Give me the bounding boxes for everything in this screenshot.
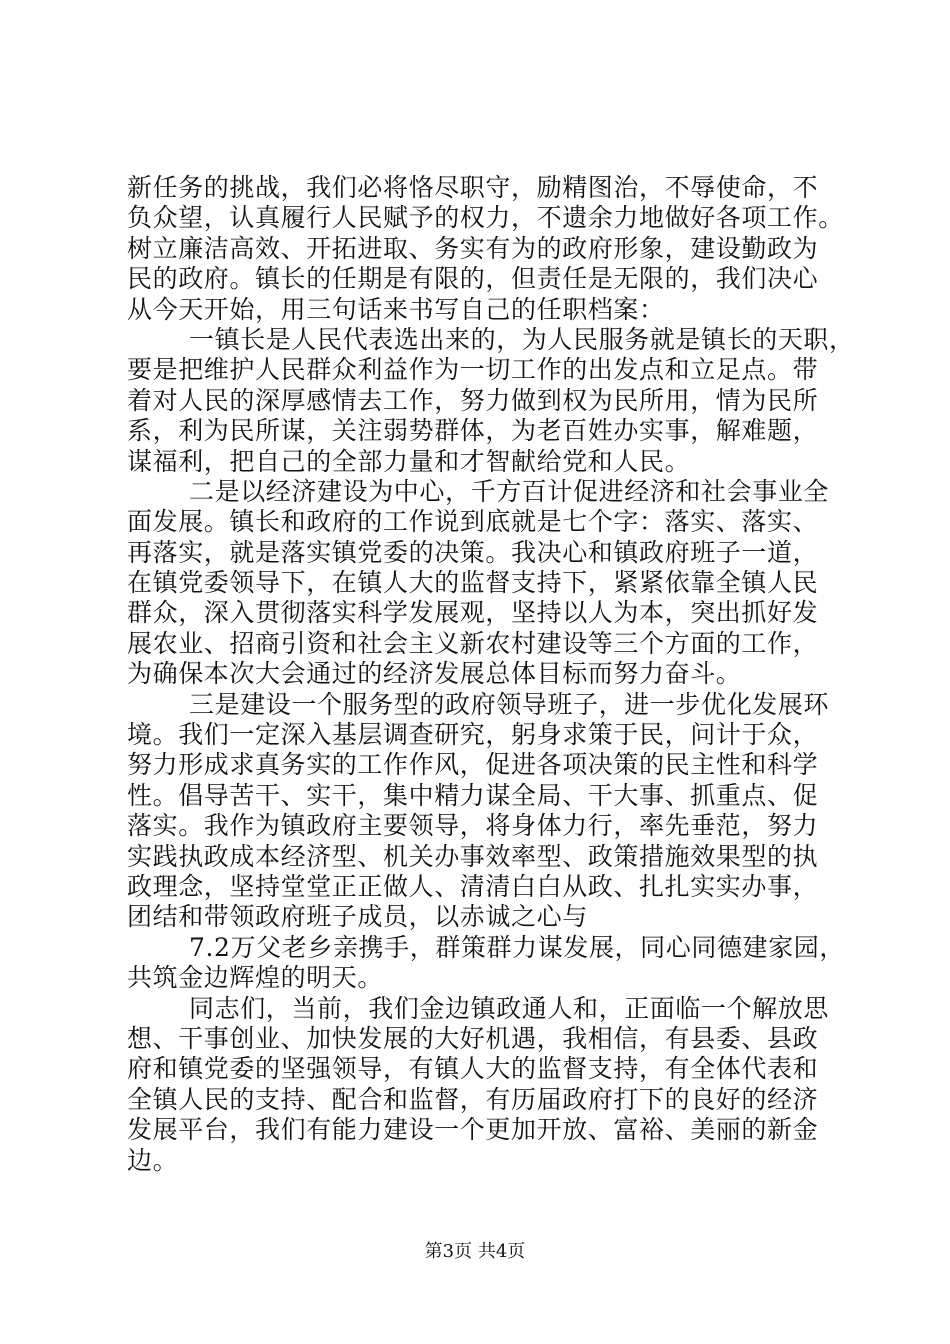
text-line: 面发展。镇长和政府的工作说到底就是七个字：落实、落实、 (127, 507, 819, 537)
paragraph-start-line: 同志们，当前，我们金边镇政通人和，正面临一个解放思 (189, 993, 830, 1023)
text-line: 府和镇党委的坚强领导，有镇人大的监督支持，有全体代表和 (127, 1054, 819, 1084)
text-line: 从今天开始，用三句话来书写自己的任职档案： (127, 294, 665, 324)
text-line: 境。我们一定深入基层调查研究，躬身求策于民，问计于众， (127, 720, 819, 750)
text-line: 努力形成求真务实的工作作风，促进各项决策的民主性和科学 (127, 750, 819, 780)
text-line: 着对人民的深厚感情去工作，努力做到权为民所用，情为民所 (127, 385, 819, 415)
text-line: 树立廉洁高效、开拓进取、务实有为的政府形象，建设勤政为 (127, 233, 819, 263)
text-line: 全镇人民的支持、配合和监督，有历届政府打下的良好的经济 (127, 1084, 819, 1114)
text-line: 群众，深入贯彻落实科学发展观，坚持以人为本，突出抓好发 (127, 598, 819, 628)
text-line: 政理念，坚持堂堂正正做人、清清白白从政、扎扎实实办事， (127, 871, 819, 901)
text-line: 团结和带领政府班子成员，以赤诚之心与 (127, 902, 588, 932)
page-number-footer: 第3页 共4页 (424, 1241, 526, 1262)
text-line: 性。倡导苦干、实干，集中精力谋全局、干大事、抓重点、促 (127, 780, 819, 810)
paragraph-start-line: 一镇长是人民代表选出来的，为人民服务就是镇长的天职， (189, 324, 855, 354)
paragraph-start-line: 三是建设一个服务型的政府领导班子，进一步优化发展环 (189, 689, 830, 719)
text-line: 共筑金边辉煌的明天。 (127, 963, 384, 993)
text-line: 在镇党委领导下，在镇人大的监督支持下，紧紧依靠全镇人民 (127, 568, 819, 598)
text-line: 实践执政成本经济型、机关办事效率型、政策措施效果型的执 (127, 841, 819, 871)
text-line: 要是把维护人民群众利益作为一切工作的出发点和立足点。带 (127, 355, 819, 385)
text-line: 发展平台，我们有能力建设一个更加开放、富裕、美丽的新金 (127, 1115, 819, 1145)
text-line: 展农业、招商引资和社会主义新农村建设等三个方面的工作， (127, 628, 819, 658)
paragraph-start-line: 7.2万父老乡亲携手，群策群力谋发展，同心同德建家园， (189, 932, 845, 962)
text-line: 为确保本次大会通过的经济发展总体目标而努力奋斗。 (127, 659, 742, 689)
text-line: 系，利为民所谋，关注弱势群体，为老百姓办实事，解难题， (127, 416, 819, 446)
text-line: 落实。我作为镇政府主要领导，将身体力行，率先垂范，努力 (127, 811, 819, 841)
text-line: 新任务的挑战，我们必将恪尽职守，励精图治，不辱使命，不 (127, 173, 819, 202)
text-line: 想、干事创业、加快发展的大好机遇，我相信，有县委、县政 (127, 1023, 819, 1053)
text-line: 谋福利，把自己的全部力量和才智献给党和人民。 (127, 446, 691, 476)
body-text (127, 173, 855, 1176)
paragraph-start-line: 二是以经济建设为中心，千方百计促进经济和社会事业全 (189, 476, 830, 506)
text-line: 再落实，就是落实镇党委的决策。我决心和镇政府班子一道， (127, 537, 819, 567)
text-line: 边。 (127, 1145, 179, 1175)
text-line: 民的政府。镇长的任期是有限的，但责任是无限的，我们决心 (127, 264, 819, 294)
text-line: 负众望，认真履行人民赋予的权力，不遗余力地做好各项工作。 (127, 203, 844, 233)
